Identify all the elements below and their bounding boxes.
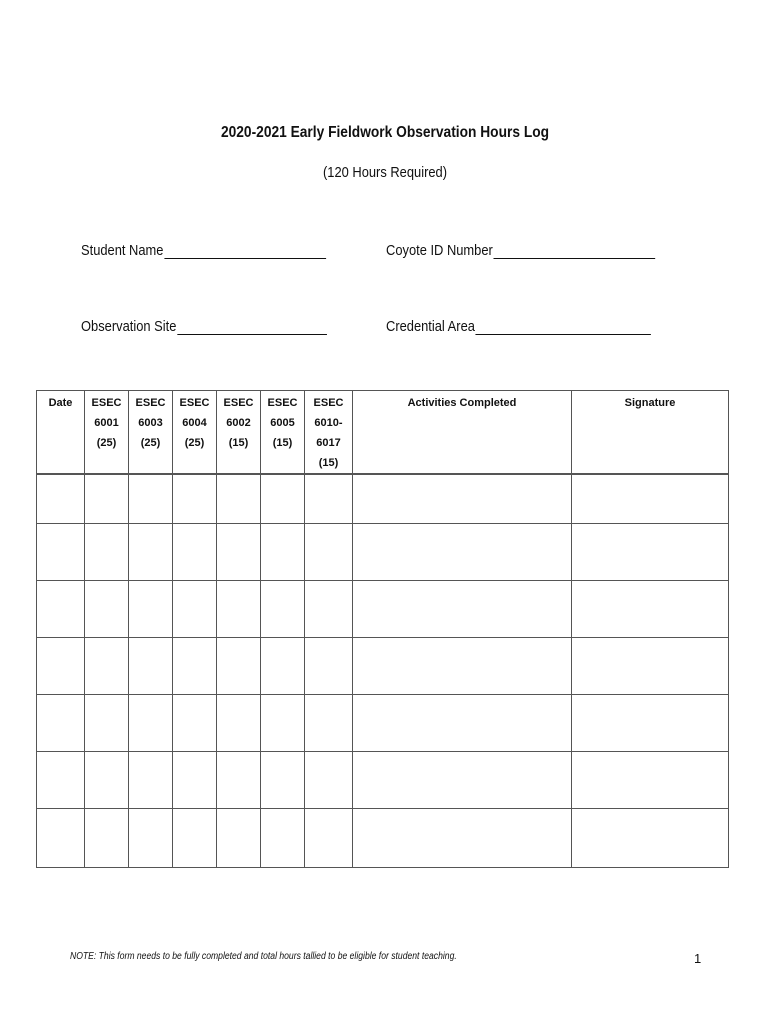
table-row [37, 695, 729, 752]
cell-date[interactable] [37, 695, 85, 752]
cell-signature[interactable] [572, 524, 729, 581]
page-number: 1 [694, 951, 702, 966]
cell-esec-6010-6017[interactable] [305, 524, 353, 581]
header-esec-6001: ESEC 6001 (25) [85, 391, 129, 475]
cell-activities-completed[interactable] [353, 638, 572, 695]
student-name-label: Student Name [81, 242, 164, 259]
cell-signature[interactable] [572, 752, 729, 809]
cell-esec-6004[interactable] [173, 474, 217, 524]
header-date: Date [37, 391, 85, 475]
cell-esec-6002[interactable] [217, 581, 261, 638]
table-row [37, 524, 729, 581]
cell-esec-6001[interactable] [85, 638, 129, 695]
cell-esec-6010-6017[interactable] [305, 474, 353, 524]
form-title: 2020-2021 Early Fieldwork Observation Hours Log [220, 124, 550, 141]
student-name-field[interactable] [81, 242, 326, 259]
cell-signature[interactable] [572, 809, 729, 868]
cell-esec-6001[interactable] [85, 809, 129, 868]
credential-area-field[interactable] [386, 318, 651, 335]
cell-esec-6001[interactable] [85, 524, 129, 581]
observation-site-input-line[interactable] [177, 318, 327, 335]
cell-activities-completed[interactable] [353, 581, 572, 638]
cell-esec-6005[interactable] [261, 752, 305, 809]
student-name-input-line[interactable] [164, 242, 326, 259]
cell-esec-6003[interactable] [129, 752, 173, 809]
cell-esec-6005[interactable] [261, 638, 305, 695]
cell-esec-6005[interactable] [261, 695, 305, 752]
hours-log-table [36, 390, 729, 868]
cell-esec-6002[interactable] [217, 752, 261, 809]
cell-esec-6004[interactable] [173, 581, 217, 638]
table-body [37, 474, 729, 868]
coyote-id-field[interactable] [386, 242, 655, 259]
table-header-row [37, 391, 729, 475]
header-esec-6002: ESEC 6002 (15) [217, 391, 261, 475]
cell-date[interactable] [37, 809, 85, 868]
header-signature: Signature [572, 391, 729, 475]
cell-esec-6010-6017[interactable] [305, 752, 353, 809]
cell-esec-6004[interactable] [173, 638, 217, 695]
table-row [37, 474, 729, 524]
cell-activities-completed[interactable] [353, 695, 572, 752]
cell-esec-6010-6017[interactable] [305, 695, 353, 752]
cell-activities-completed[interactable] [353, 752, 572, 809]
cell-esec-6002[interactable] [217, 809, 261, 868]
cell-date[interactable] [37, 524, 85, 581]
cell-esec-6003[interactable] [129, 809, 173, 868]
credential-area-input-line[interactable] [476, 318, 651, 335]
cell-esec-6002[interactable] [217, 638, 261, 695]
cell-activities-completed[interactable] [353, 474, 572, 524]
cell-esec-6001[interactable] [85, 581, 129, 638]
cell-esec-6004[interactable] [173, 695, 217, 752]
cell-esec-6002[interactable] [217, 474, 261, 524]
cell-esec-6002[interactable] [217, 524, 261, 581]
table-row [37, 581, 729, 638]
cell-date[interactable] [37, 581, 85, 638]
cell-esec-6002[interactable] [217, 695, 261, 752]
coyote-id-input-line[interactable] [494, 242, 656, 259]
observation-site-field[interactable] [81, 318, 327, 335]
form-subtitle: (120 Hours Required) [322, 164, 448, 181]
cell-esec-6003[interactable] [129, 638, 173, 695]
cell-activities-completed[interactable] [353, 524, 572, 581]
coyote-id-label: Coyote ID Number [386, 242, 493, 259]
cell-date[interactable] [37, 752, 85, 809]
cell-esec-6003[interactable] [129, 524, 173, 581]
cell-esec-6001[interactable] [85, 474, 129, 524]
observation-site-label: Observation Site [81, 318, 177, 335]
credential-area-label: Credential Area [386, 318, 475, 335]
cell-esec-6010-6017[interactable] [305, 638, 353, 695]
cell-esec-6004[interactable] [173, 524, 217, 581]
table-row [37, 752, 729, 809]
cell-esec-6004[interactable] [173, 809, 217, 868]
header-esec-6004: ESEC 6004 (25) [173, 391, 217, 475]
cell-signature[interactable] [572, 581, 729, 638]
cell-esec-6005[interactable] [261, 581, 305, 638]
cell-signature[interactable] [572, 474, 729, 524]
table-row [37, 809, 729, 868]
cell-activities-completed[interactable] [353, 809, 572, 868]
header-esec-6005: ESEC 6005 (15) [261, 391, 305, 475]
table-row [37, 638, 729, 695]
cell-signature[interactable] [572, 638, 729, 695]
footer-note: NOTE: This form needs to be fully completed and total hours tallied to be eligible for student teaching. [70, 951, 457, 962]
cell-esec-6010-6017[interactable] [305, 581, 353, 638]
cell-esec-6003[interactable] [129, 581, 173, 638]
cell-esec-6010-6017[interactable] [305, 809, 353, 868]
cell-date[interactable] [37, 638, 85, 695]
cell-esec-6003[interactable] [129, 695, 173, 752]
header-esec-6003: ESEC 6003 (25) [129, 391, 173, 475]
cell-esec-6004[interactable] [173, 752, 217, 809]
cell-esec-6005[interactable] [261, 474, 305, 524]
cell-esec-6005[interactable] [261, 809, 305, 868]
cell-date[interactable] [37, 474, 85, 524]
cell-esec-6001[interactable] [85, 752, 129, 809]
header-activities-completed: Activities Completed [353, 391, 572, 475]
cell-esec-6005[interactable] [261, 524, 305, 581]
cell-signature[interactable] [572, 695, 729, 752]
cell-esec-6001[interactable] [85, 695, 129, 752]
header-esec-6010-6017: ESEC 6010- 6017 (15) [305, 391, 353, 475]
cell-esec-6003[interactable] [129, 474, 173, 524]
